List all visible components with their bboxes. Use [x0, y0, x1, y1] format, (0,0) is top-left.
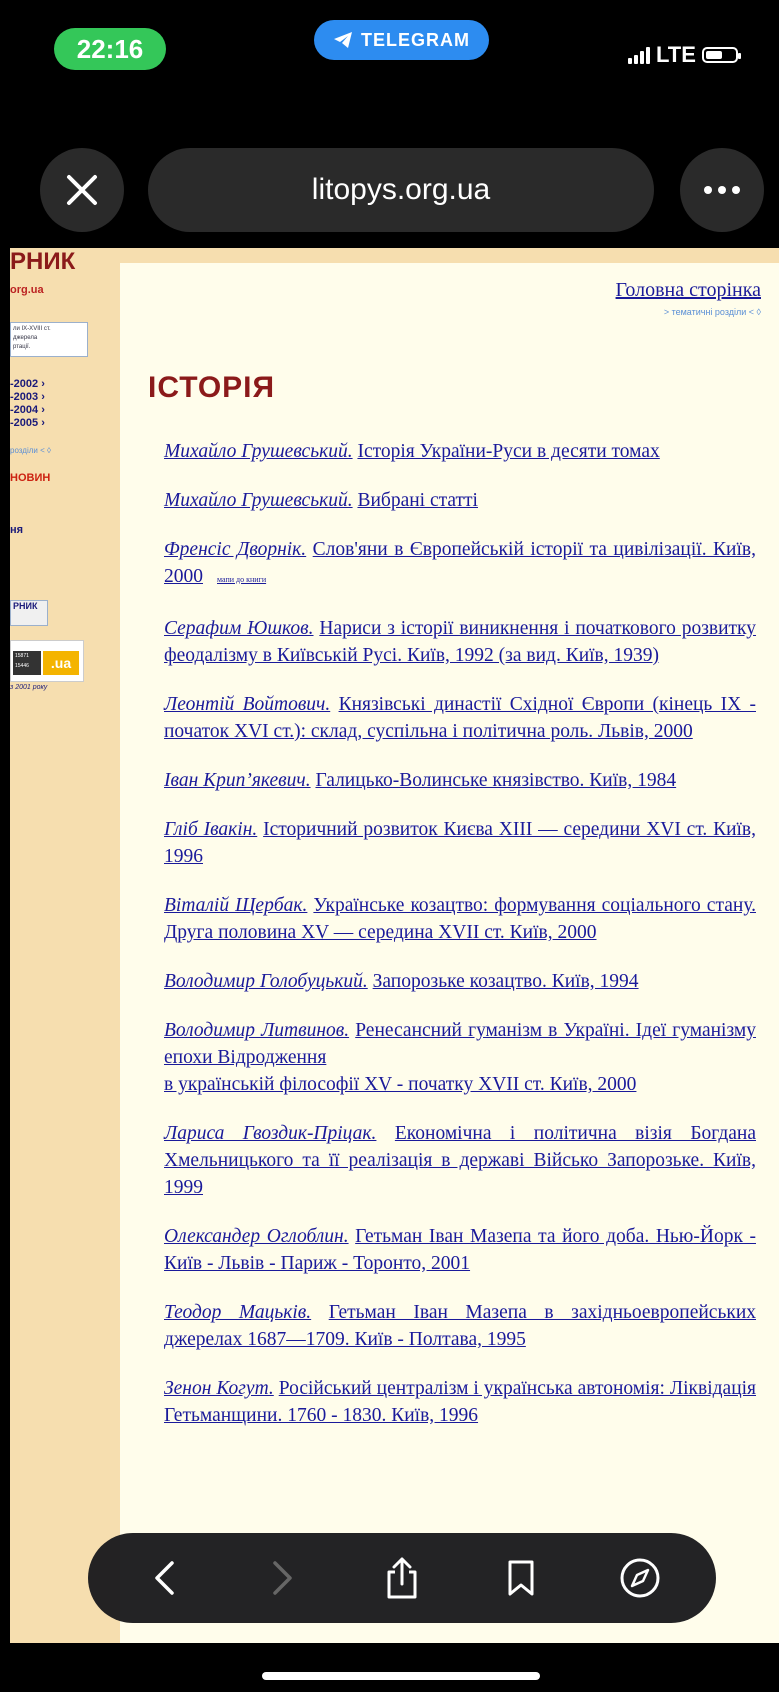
url-field[interactable]: litopys.org.ua — [148, 148, 654, 232]
author-link[interactable]: Володимир Голобуцький. — [164, 971, 368, 992]
sidebar-nya[interactable]: ня — [10, 524, 24, 536]
bibliography-list — [164, 438, 756, 1451]
telegram-icon — [333, 31, 353, 49]
list-item — [164, 1299, 756, 1353]
telegram-label: TELEGRAM — [361, 29, 470, 50]
counter-logo: .ua — [43, 651, 79, 675]
home-indicator[interactable] — [262, 1672, 540, 1680]
sidebar-news[interactable]: НОВИН — [10, 472, 51, 484]
list-item — [164, 816, 756, 870]
sidebar-since: з 2001 року — [10, 684, 48, 691]
sidebar-year-link[interactable]: -2002 › — [10, 378, 45, 390]
author-link[interactable]: Михайло Грушевський. — [164, 441, 353, 462]
list-item — [164, 1223, 756, 1277]
bookmarks-button[interactable] — [491, 1548, 551, 1608]
title-link[interactable]: Гетьман Іван Мазепа в західньоевропейських джерелах 1687—1709. Київ - Полтава, 1995 — [164, 1302, 757, 1350]
sidebar-desc-box — [10, 322, 88, 357]
network-label: LTE — [656, 42, 696, 67]
title-link[interactable]: Вибрані статті — [357, 490, 478, 511]
author-link[interactable]: Серафим Юшков. — [164, 618, 314, 639]
title-link[interactable]: Українське козацтво: формування соціального стану. Друга половина XV — середина XVII ст. Київ, 2000 — [164, 895, 756, 943]
title-link[interactable]: Запорозьке козацтво. Київ, 1994 — [372, 971, 639, 992]
author-link[interactable]: Леонтій Войтович. — [164, 694, 331, 715]
title-link[interactable]: Слов'яни в Європейській історії та цивілізації. Київ, 2000 — [164, 539, 756, 587]
sidebar-year-link[interactable]: -2003 › — [10, 391, 45, 403]
author-link[interactable]: Михайло Грушевський. — [164, 490, 353, 511]
list-item — [164, 892, 756, 946]
title-link[interactable]: Гетьман Іван Мазепа та його доба. Нью-Йорк - Київ - Львів - Париж - Торонто, 2001 — [164, 1226, 756, 1274]
browser-toolbar — [88, 1533, 716, 1623]
bookmark-icon — [506, 1558, 536, 1598]
sidebar-counter[interactable] — [10, 640, 84, 682]
author-link[interactable]: Іван Крип’якевич. — [164, 770, 311, 791]
more-button[interactable] — [680, 148, 764, 232]
author-link[interactable]: Зенон Когут. — [164, 1378, 274, 1399]
more-icon — [702, 185, 742, 195]
forward-icon — [271, 1560, 295, 1596]
list-item — [164, 1017, 756, 1098]
home-link[interactable]: Головна сторінка — [615, 279, 761, 301]
compass-icon — [619, 1557, 661, 1599]
back-button[interactable] — [134, 1548, 194, 1608]
counter-value-a: 15871 — [15, 653, 29, 659]
title-link[interactable]: Нариси з історії виникнення і початкового розвитку феодалізму в Київській Русі. Київ, 1992 (за вид. Київ, 1939) — [164, 618, 757, 666]
sidebar-year-link[interactable]: -2005 › — [10, 417, 45, 429]
thematic-sections-link[interactable]: > тематичні розділи < ◊ — [663, 307, 761, 317]
sidebar-logo: РНИК — [10, 248, 76, 275]
title-link[interactable]: Ренесансний гуманізм в Україні. Ідеї гуманізму епохи Відродження — [164, 1020, 756, 1068]
sidebar-banner-button[interactable] — [10, 600, 48, 626]
author-link[interactable]: Теодор Мацьків. — [164, 1302, 312, 1323]
author-link[interactable]: Лариса Гвоздик-Пріцак. — [164, 1123, 377, 1144]
title-link[interactable]: Російський централізм і українська автономія: Ліквідація Гетьманщини. 1760 - 1830. Київ, 1996 — [164, 1378, 757, 1426]
list-item — [164, 536, 756, 593]
counter-value-b: 15446 — [15, 663, 29, 669]
author-link[interactable]: Віталій Щербак. — [164, 895, 308, 916]
author-link[interactable]: Олександер Оглоблин. — [164, 1226, 349, 1247]
sidebar-site: org.ua — [10, 284, 44, 296]
battery-icon — [702, 47, 738, 63]
title-link[interactable]: Князівські династії Східної Європи (кінець IX - початок XVI ст.): склад, суспільна і політична роль. Львів, 2000 — [164, 694, 756, 742]
share-button[interactable] — [372, 1548, 432, 1608]
compass-button[interactable] — [610, 1548, 670, 1608]
sidebar-sections-link[interactable]: розділи < ◊ — [10, 446, 51, 455]
status-indicators — [628, 40, 758, 70]
page-title: ІСТОРІЯ — [148, 371, 276, 404]
forward-button[interactable] — [253, 1548, 313, 1608]
close-button[interactable] — [40, 148, 124, 232]
share-icon — [383, 1556, 421, 1600]
sidebar-desc-line: ли IX-XVIII ст. — [13, 326, 51, 332]
title-link-continued[interactable]: в українській філософії XV - початку XVII ст. Київ, 2000 — [164, 1074, 637, 1095]
back-icon — [152, 1560, 176, 1596]
maps-link[interactable]: мапи до книги — [217, 575, 267, 584]
sidebar-banner-label: РНИК — [13, 601, 38, 611]
web-page — [10, 248, 779, 1643]
list-item — [164, 767, 756, 794]
list-item — [164, 615, 756, 669]
title-link[interactable]: Історія України-Руси в десяти томах — [357, 441, 660, 462]
list-item — [164, 438, 756, 465]
author-link[interactable]: Френсіс Дворнік. — [164, 539, 307, 560]
title-link[interactable]: Історичний розвиток Києва XIII — середини XVI ст. Київ, 1996 — [164, 819, 757, 867]
title-link[interactable]: Галицько-Волинське князівство. Київ, 1984 — [315, 770, 677, 791]
sidebar-years — [10, 378, 45, 430]
sidebar — [10, 248, 100, 1643]
main-content — [120, 263, 779, 1643]
list-item — [164, 487, 756, 514]
sidebar-desc-line: ртації. — [13, 344, 31, 350]
sidebar-year-link[interactable]: -2004 › — [10, 404, 45, 416]
telegram-back-pill[interactable] — [314, 20, 489, 60]
list-item — [164, 1375, 756, 1429]
list-item — [164, 1120, 756, 1201]
signal-icon — [628, 46, 650, 64]
list-item — [164, 968, 756, 995]
list-item — [164, 691, 756, 745]
author-link[interactable]: Гліб Івакін. — [164, 819, 258, 840]
status-time: 22:16 — [54, 28, 166, 70]
close-icon — [65, 173, 99, 207]
title-link[interactable]: Економічна і політична візія Богдана Хмельницького та її реалізація в державі Військо Запорозьке. Київ, 1999 — [164, 1123, 756, 1198]
home-area — [0, 1643, 779, 1692]
sidebar-desc-line: джерела — [13, 335, 38, 341]
counter-box — [13, 651, 41, 675]
author-link[interactable]: Володимир Литвинов. — [164, 1020, 350, 1041]
